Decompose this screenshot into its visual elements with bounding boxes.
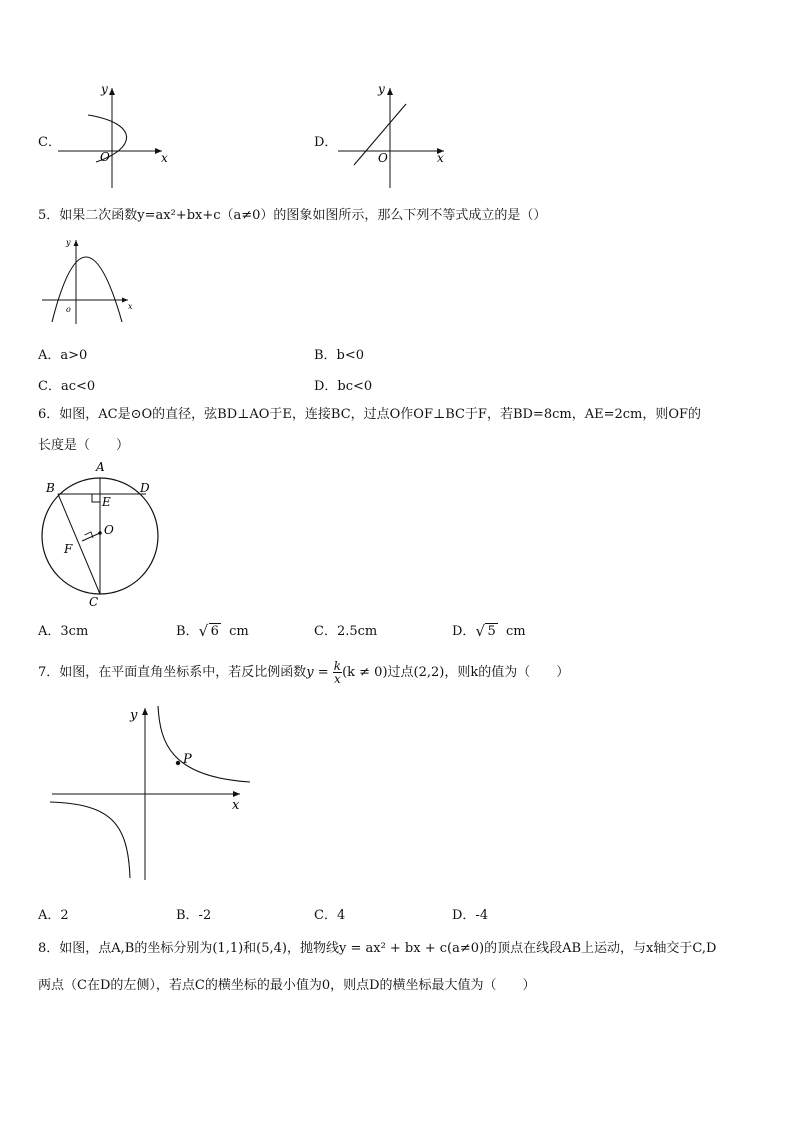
q7-text-prefix: 7．如图，在平面直角坐标系中，若反比例函数	[38, 665, 307, 680]
q6-label-c: C	[89, 595, 99, 608]
q6-option-a: A．3cm	[38, 624, 89, 639]
q4d-y-label: y	[378, 82, 385, 96]
q6-option-d-unit: cm	[505, 624, 526, 639]
q7-option-a: A．2	[38, 908, 69, 923]
q7-frac-numerator: k	[333, 659, 342, 673]
q6-label-o: O	[104, 523, 114, 537]
q7-option-c: C．4	[314, 908, 346, 923]
q5-parabola-graph	[40, 232, 140, 327]
q6-option-b-radicand: 6	[210, 624, 219, 639]
q6-label-f: F	[64, 542, 73, 556]
q6-option-d	[452, 620, 526, 639]
q7-text-y: y =	[306, 665, 329, 680]
q7-x-label: x	[232, 798, 240, 813]
q6-option-d-prefix: D．	[452, 624, 476, 639]
q4c-x-label: x	[161, 151, 168, 165]
q4-option-d-label: D．	[314, 135, 338, 150]
q5-y-label: y	[66, 238, 71, 247]
q4c-origin-label: O	[100, 150, 110, 164]
q6-option-b-prefix: B．	[176, 624, 199, 639]
q7-text-mid: 过点	[387, 665, 414, 680]
q7-hyperbola-graph	[50, 702, 250, 884]
q6-label-e: E	[102, 495, 111, 509]
q6-label-d: D	[140, 481, 150, 495]
q5-origin-label: o	[66, 305, 71, 314]
q5-option-b: B．b<0	[314, 348, 365, 363]
question-8-text-line2: 两点（C在D的左侧），若点C的横坐标的最小值为0，则点D的横坐标最大值为（ ）	[38, 978, 536, 993]
q6-circle-diagram	[36, 458, 166, 608]
q6-option-d-radicand: 5	[487, 624, 496, 639]
q6-label-a: A	[96, 460, 105, 474]
q7-label-p: P	[183, 752, 192, 767]
q7-option-d: D．-4	[452, 908, 489, 923]
q4d-x-label: x	[437, 151, 444, 165]
q4d-origin-label: O	[378, 151, 388, 165]
question-5-text: 5．如果二次函数y=ax²+bx+c（a≠0）的图象如图所示，那么下列不等式成立的是（）	[38, 208, 547, 223]
q7-fraction	[333, 660, 342, 685]
q5-option-a: A．a>0	[38, 348, 88, 363]
q7-text-point: (2,2)	[413, 665, 445, 680]
q6-option-c: C．2.5cm	[314, 624, 378, 639]
q7-text-condition: (k ≠ 0)	[342, 665, 388, 680]
q4-option-c-label: C．	[38, 135, 61, 150]
question-7-text	[38, 660, 569, 685]
q4c-y-label: y	[101, 82, 108, 96]
q6-option-d-radical: √ 5	[475, 622, 496, 640]
question-8-text-line1: 8．如图，点A,B的坐标分别为(1,1)和(5,4)，抛物线y = ax² + bx + c(a≠0)的顶点在线段AB上运动，与x轴交于C,D	[38, 941, 717, 956]
q5-x-label: x	[128, 302, 133, 311]
q4-option-c-graph	[58, 78, 178, 190]
q6-option-b-radical: √ 6	[198, 622, 219, 640]
q7-text-suffix: ，则k的值为（ ）	[444, 665, 570, 680]
q7-y-label: y	[130, 708, 138, 723]
q7-option-b: B．-2	[176, 908, 212, 923]
q7-frac-denominator: x	[334, 672, 341, 686]
q6-option-b-unit: cm	[229, 624, 249, 639]
q5-option-d: D．bc<0	[314, 379, 373, 394]
q6-label-b: B	[46, 481, 55, 495]
question-6-text-line1: 6．如图，AC是⊙O的直径，弦BD⊥AO于E，连接BC，过点O作OF⊥BC于F，若BD=8cm，AE=2cm，则OF的	[38, 407, 702, 422]
question-6-text-line2: 长度是（ ）	[38, 438, 130, 453]
q5-option-c: C．ac<0	[38, 379, 96, 394]
q4-option-d-graph	[338, 78, 453, 190]
q6-option-b	[176, 620, 249, 639]
